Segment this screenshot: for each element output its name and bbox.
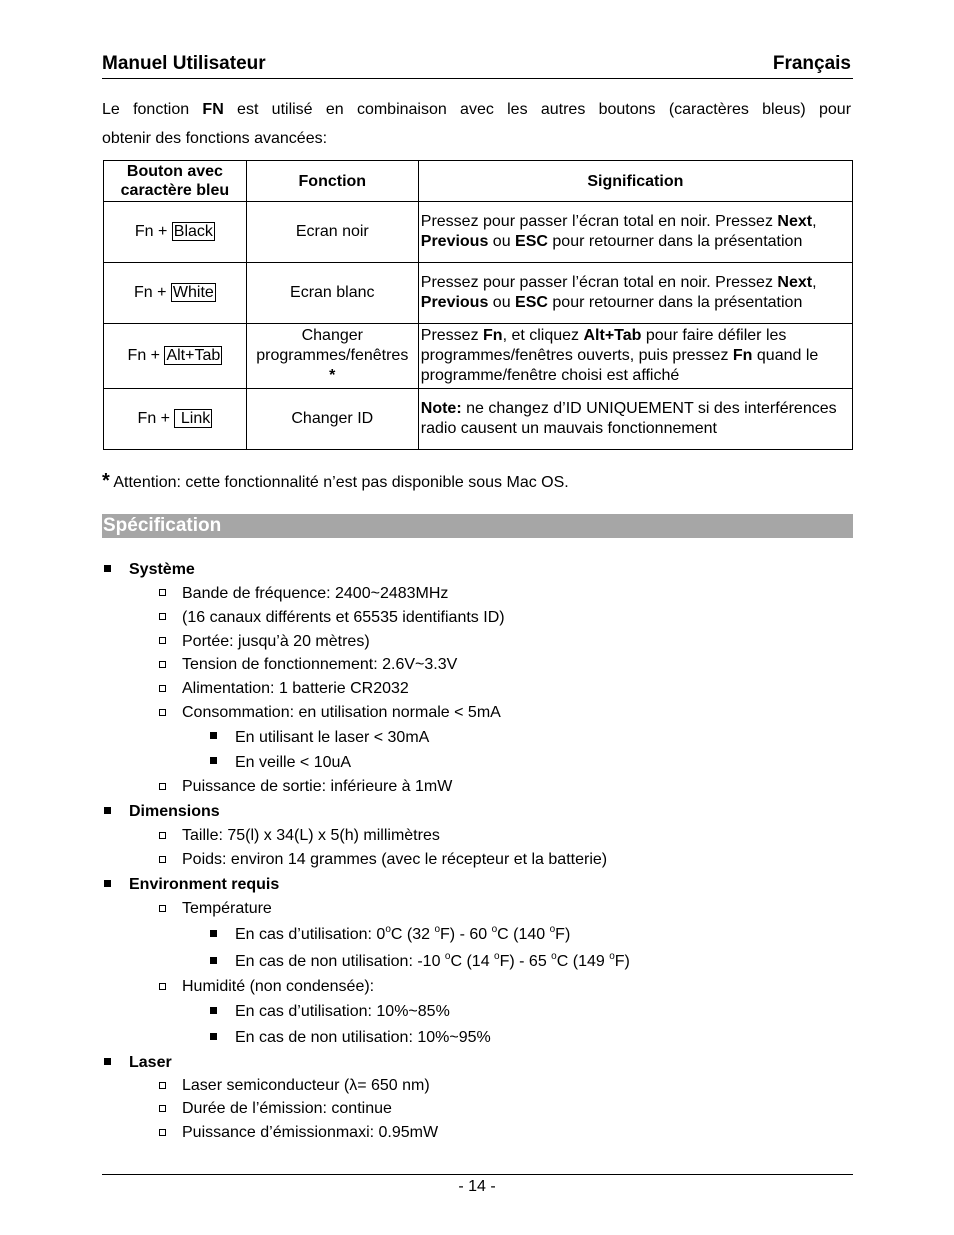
meaning-cell: [418, 324, 852, 389]
list-item: [235, 926, 570, 944]
meaning-cell: [418, 202, 852, 263]
spec-heading-laser: Laser: [129, 1054, 172, 1071]
mac-os-note: [102, 470, 569, 493]
meaning-bold: Next: [777, 213, 813, 230]
list-item: En cas de non utilisation: 10%~95%: [235, 1029, 491, 1046]
meaning-text: pour faire défiler les programmes/fenêtres ouverts, puis pressez: [420, 327, 787, 364]
col-header-button: Bouton avec caractère bleu: [104, 161, 247, 202]
list-item: Bande de fréquence: 2400~2483MHz: [182, 585, 449, 602]
page-number: - 14 -: [458, 1178, 496, 1195]
meaning-text: pour retourner dans la présentation: [547, 233, 803, 250]
list-item: En veille < 10uA: [235, 754, 352, 771]
footer-divider: [102, 1174, 853, 1175]
text: C (14: [450, 953, 495, 970]
note-asterisk: *: [102, 470, 110, 492]
header-language: Français: [772, 53, 851, 74]
meaning-text: Pressez pour passer l’écran total en noir. Pressez: [420, 274, 778, 291]
meaning-bold: Fn: [732, 347, 753, 364]
spec-heading-environment: Environment requis: [129, 876, 280, 893]
table-row: [104, 324, 853, 389]
table-row: [104, 202, 853, 263]
fn-prefix: Fn +: [127, 347, 165, 364]
bullet-square: [210, 1007, 217, 1014]
bullet-square: [104, 807, 111, 814]
meaning-bold: ESC: [515, 294, 548, 311]
section-title: Spécification: [103, 515, 222, 536]
list-item: Température: [182, 900, 272, 917]
meaning-bold: Previous: [420, 233, 489, 250]
meaning-text: Pressez: [420, 327, 484, 344]
list-item: En cas d’utilisation: 10%~85%: [235, 1003, 450, 1020]
bullet-open-square: [159, 983, 166, 990]
bullet-open-square: [159, 783, 166, 790]
fn-prefix: Fn +: [134, 223, 172, 240]
meaning-text: quand le programme/fenêtre choisi est affiché: [420, 347, 819, 384]
meaning-text: ,: [812, 213, 817, 230]
list-item: Tension de fonctionnement: 2.6V~3.3V: [182, 656, 458, 673]
bullet-open-square: [159, 1082, 166, 1089]
bullet-open-square: [159, 832, 166, 839]
button-cell: [104, 389, 247, 450]
key-alt-tab: Alt+Tab: [166, 347, 221, 364]
meaning-text: pour retourner dans la présentation: [547, 294, 803, 311]
meaning-cell: [418, 263, 852, 324]
degree: o: [549, 924, 556, 935]
intro-text-1: Le fonction: [102, 101, 190, 118]
degree: o: [444, 951, 451, 962]
bullet-square: [210, 957, 217, 964]
meaning-text: ou: [488, 294, 516, 311]
text: F) - 65: [499, 953, 552, 970]
text: F) - 60: [440, 926, 492, 943]
function-table: [103, 160, 853, 450]
degree: o: [494, 951, 500, 962]
meaning-cell: [418, 389, 852, 450]
button-cell: [104, 202, 247, 263]
text: En cas d’utilisation: 0: [235, 926, 386, 943]
list-item: Consommation: en utilisation normale < 5mA: [182, 704, 501, 721]
button-cell: [104, 324, 247, 389]
intro-text-3: obtenir des fonctions avancées:: [102, 130, 328, 147]
meaning-text: ou: [488, 233, 516, 250]
section-heading: [102, 514, 853, 538]
function-cell: Ecran blanc: [246, 263, 418, 324]
function-cell: [246, 324, 418, 389]
bullet-open-square: [159, 637, 166, 644]
header-title: Manuel Utilisateur: [102, 53, 266, 74]
intro-paragraph: [102, 95, 851, 153]
list-item: Laser semiconducteur (λ= 650 nm): [182, 1077, 430, 1094]
degree: o: [385, 924, 391, 935]
bullet-open-square: [159, 685, 166, 692]
list-item: En utilisant le laser < 30mA: [235, 729, 430, 746]
bullet-open-square: [159, 613, 166, 620]
fn-prefix: Fn +: [134, 284, 171, 301]
table-row: [104, 263, 853, 324]
bullet-open-square: [159, 709, 166, 716]
bullet-open-square: [159, 1129, 166, 1136]
meaning-bold: Previous: [420, 294, 489, 311]
degree: o: [491, 924, 498, 935]
intro-text-2: est utilisé en combinaison avec les autres boutons (caractères bleus) pour: [237, 101, 852, 118]
bullet-open-square: [159, 856, 166, 863]
text: C (149: [556, 953, 610, 970]
bullet-square: [104, 880, 111, 887]
text: C (32: [390, 926, 435, 943]
bullet-square: [210, 757, 217, 764]
function-cell: Ecran noir: [246, 202, 418, 263]
intro-fn: FN: [202, 101, 224, 118]
list-item: Humidité (non condensée):: [182, 978, 375, 995]
meaning-bold: Fn: [483, 327, 503, 344]
list-item: Alimentation: 1 batterie CR2032: [182, 680, 409, 697]
text: F): [614, 953, 630, 970]
degree: o: [551, 951, 557, 962]
bullet-square: [210, 732, 217, 739]
function-asterisk: *: [329, 367, 336, 384]
note-text: Attention: cette fonctionnalité n’est pas disponible sous Mac OS.: [109, 474, 569, 491]
degree: o: [609, 951, 615, 962]
meaning-text: Pressez pour passer l’écran total en noir. Pressez: [420, 213, 778, 230]
col-header-meaning: Signification: [418, 161, 852, 202]
function-cell: Changer ID: [246, 389, 418, 450]
text: F): [555, 926, 571, 943]
bullet-open-square: [159, 1105, 166, 1112]
text: C (140: [497, 926, 550, 943]
meaning-bold: Note:: [420, 400, 462, 417]
list-item: Poids: environ 14 grammes (avec le récepteur et la batterie): [182, 851, 608, 868]
list-item: Puissance d’émissionmaxi: 0.95mW: [182, 1124, 439, 1141]
meaning-bold: Next: [777, 274, 813, 291]
meaning-bold: Alt+Tab: [583, 327, 642, 344]
list-item: Puissance de sortie: inférieure à 1mW: [182, 778, 453, 795]
spec-heading-systeme: Système: [129, 561, 195, 578]
meaning-text: ,: [812, 274, 817, 291]
list-item: [235, 953, 630, 971]
bullet-open-square: [159, 589, 166, 596]
page-header: [102, 52, 853, 79]
spec-heading-dimensions: Dimensions: [129, 803, 220, 820]
button-cell: [104, 263, 247, 324]
bullet-open-square: [159, 661, 166, 668]
fn-prefix: Fn +: [137, 410, 175, 427]
bullet-square: [104, 1058, 111, 1065]
list-item: Portée: jusqu’à 20 mètres): [182, 633, 370, 650]
meaning-text: ne changez d’ID UNIQUEMENT si des interférences radio causent un mauvais fonctionnement: [420, 400, 837, 437]
col-header-function: Fonction: [246, 161, 418, 202]
key-white: White: [172, 284, 214, 301]
text: En cas de non utilisation: -10: [235, 953, 445, 970]
table-header-row: [104, 161, 853, 202]
bullet-square: [104, 565, 111, 572]
meaning-bold: ESC: [515, 233, 548, 250]
list-item: Durée de l’émission: continue: [182, 1100, 392, 1117]
bullet-square: [210, 930, 217, 937]
degree: o: [434, 924, 441, 935]
meaning-text: , et cliquez: [502, 327, 584, 344]
list-item: Taille: 75(l) x 34(L) x 5(h) millimètres: [182, 827, 440, 844]
table-row: [104, 389, 853, 450]
key-black: Black: [173, 223, 213, 240]
key-link: Link: [176, 410, 211, 427]
function-text: Changer programmes/fenêtres: [256, 327, 409, 364]
bullet-square: [210, 1033, 217, 1040]
bullet-open-square: [159, 905, 166, 912]
list-item: (16 canaux différents et 65535 identifiants ID): [182, 609, 505, 626]
